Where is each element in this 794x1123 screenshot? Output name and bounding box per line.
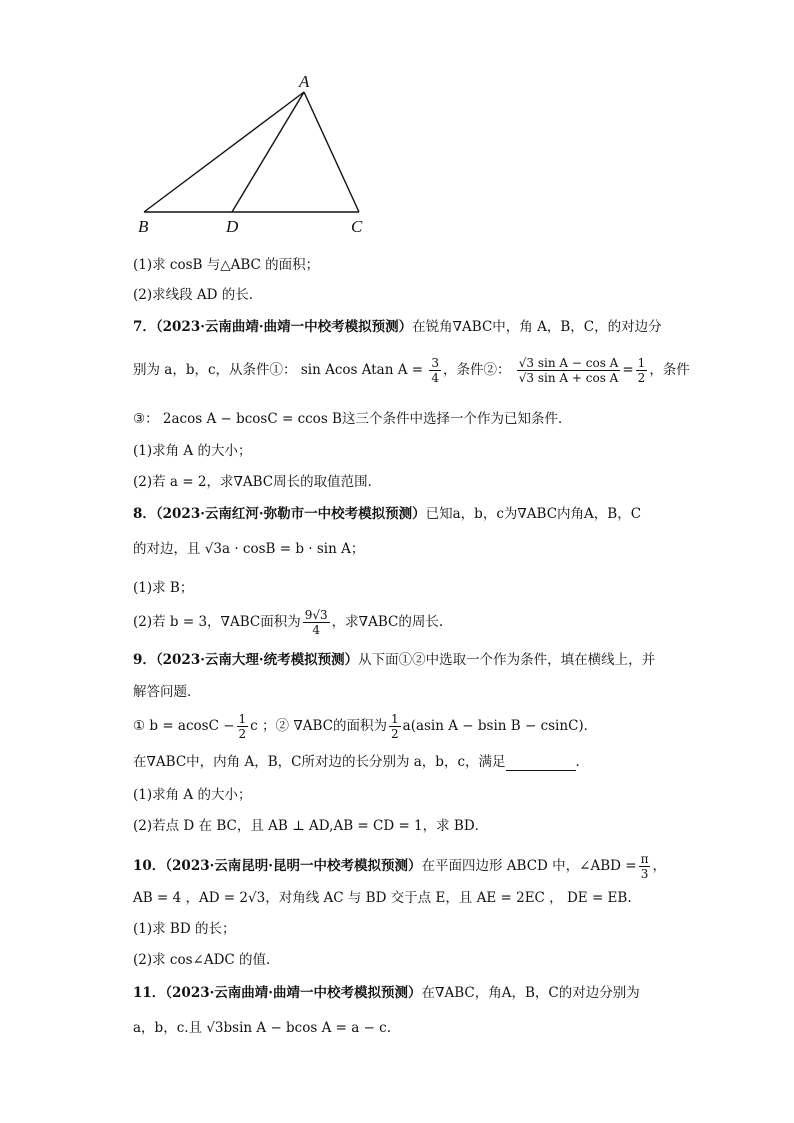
q7-cond3: ③： 2acos A − bcosC = ccos B这三个条件中选择一个作为已知条件．	[133, 411, 572, 427]
q9-line4-text: 在∇ABC中，内角 A，B，C所对边的长分别为 a，b，c，满足	[133, 754, 506, 770]
q9-line2: 解答问题．	[133, 684, 201, 700]
q9-frac1: $\frac{1}{2}$	[238, 712, 247, 741]
q8-part2-text: (2)若 b = 3，∇ABC面积为	[133, 614, 301, 630]
q8-source: 8．（2023·云南红河·弥勒市一中校考模拟预测）	[133, 506, 426, 522]
q7-source: 7．（2023·云南曲靖·曲靖一中校考模拟预测）	[133, 319, 413, 335]
q7-frac-3-4: $\frac{3}{4}$	[431, 356, 439, 385]
q9-line4	[133, 753, 733, 771]
q7-cond1-text: 别为 a，b，c，从条件①： sin Acos Atan A =	[133, 362, 424, 378]
q8-part2-tail: ，求∇ABC的周长.	[331, 614, 444, 630]
q7-cond2-label: ，条件②：	[442, 362, 511, 378]
q7-conditions	[133, 356, 733, 385]
q10-part1: (1)求 BD 的长；	[133, 921, 236, 937]
q9-choice1: ① b = acosC −	[133, 718, 235, 734]
vertex-label-d: D	[226, 217, 239, 236]
q6-part1: (1)求 cosB 与△ABC 的面积；	[133, 257, 320, 273]
q10-line2: AB = 4 ，AD = 2√3，对角线 AC 与 BD 交于点 E，且 AE = 2EC ， DE = EB.	[133, 890, 632, 906]
q8-part2	[133, 608, 733, 637]
answer-blank[interactable]	[506, 756, 576, 771]
q7-stem	[133, 318, 733, 336]
q9-frac2: $\frac{1}{2}$	[391, 712, 399, 741]
q6-part2: (2)求线段 AD 的长．	[133, 287, 263, 303]
segment-ac	[304, 92, 359, 212]
q9-stem	[133, 651, 733, 669]
q7-cond3-label: ，条件	[649, 362, 690, 378]
q9-part1: (1)求角 A 的大小；	[133, 787, 252, 803]
q7-frac-1-2: $\frac{1}{2}$	[637, 356, 646, 385]
q9-choice2: c ；② ∇ABC的面积为	[250, 718, 387, 734]
q10-part2: (2)求 cos∠ADC 的值.	[133, 952, 271, 968]
q10-stem	[133, 852, 733, 881]
q7-part1: (1)求角 A 的大小；	[133, 443, 252, 459]
q9-choice2-tail: a(asin A − bsin B − csinC)．	[402, 718, 598, 734]
q7-part2: (2)若 a = 2，求∇ABC周长的取值范围．	[133, 474, 382, 490]
q10-tail: ，	[652, 858, 666, 874]
q10-frac-pi-3: $\frac{\pi}{3}$	[640, 852, 649, 881]
q9-part2: (2)若点 D 在 BC，且 AB ⊥ AD,AB = CD = 1，求 BD．	[133, 818, 489, 834]
segment-ad	[232, 92, 304, 212]
q11-text: 在∇ABC，角A，B，C的对边分别为	[421, 985, 640, 1001]
segment-ab	[144, 92, 304, 212]
q9-source: 9．（2023·云南大理·统考模拟预测）	[133, 652, 359, 668]
q8-line2: 的对边，且 √3a · cosB = b · sin A；	[133, 541, 365, 557]
q11-stem	[133, 984, 733, 1002]
q8-part1: (1)求 B；	[133, 580, 194, 596]
vertex-label-b: B	[138, 217, 149, 236]
q11-line2: a，b，c.且 √3bsin A − bcos A = a − c.	[133, 1020, 392, 1036]
q10-text: 在平面四边形 ABCD 中，∠ABD =	[421, 858, 637, 874]
q8-text: 已知a，b，c为∇ABC内角A，B，C	[425, 506, 642, 522]
q8-stem	[133, 505, 733, 523]
q7-equals: =	[622, 362, 634, 378]
q9-text: 从下面①②中选取一个作为条件，填在横线上，并	[358, 652, 656, 668]
q7-frac-cond2: $\frac{\text{√3 sin A − cos A}}{\text{√3 sin A + cos A}}$	[518, 356, 619, 385]
q10-source: 10．（2023·云南昆明·昆明一中校考模拟预测）	[133, 858, 422, 874]
q7-text: 在锐角∇ABC中，角 A，B，C，的对边分	[412, 319, 662, 335]
q11-source: 11．（2023·云南曲靖·曲靖一中校考模拟预测）	[133, 985, 422, 1001]
q8-frac-area: $\frac{9√3}{4}$	[304, 608, 328, 637]
triangle-figure	[0, 0, 794, 250]
vertex-label-a: A	[299, 72, 310, 91]
vertex-label-c: C	[351, 217, 363, 236]
q9-line4-tail: ．	[575, 754, 590, 770]
q9-choices	[133, 712, 733, 741]
